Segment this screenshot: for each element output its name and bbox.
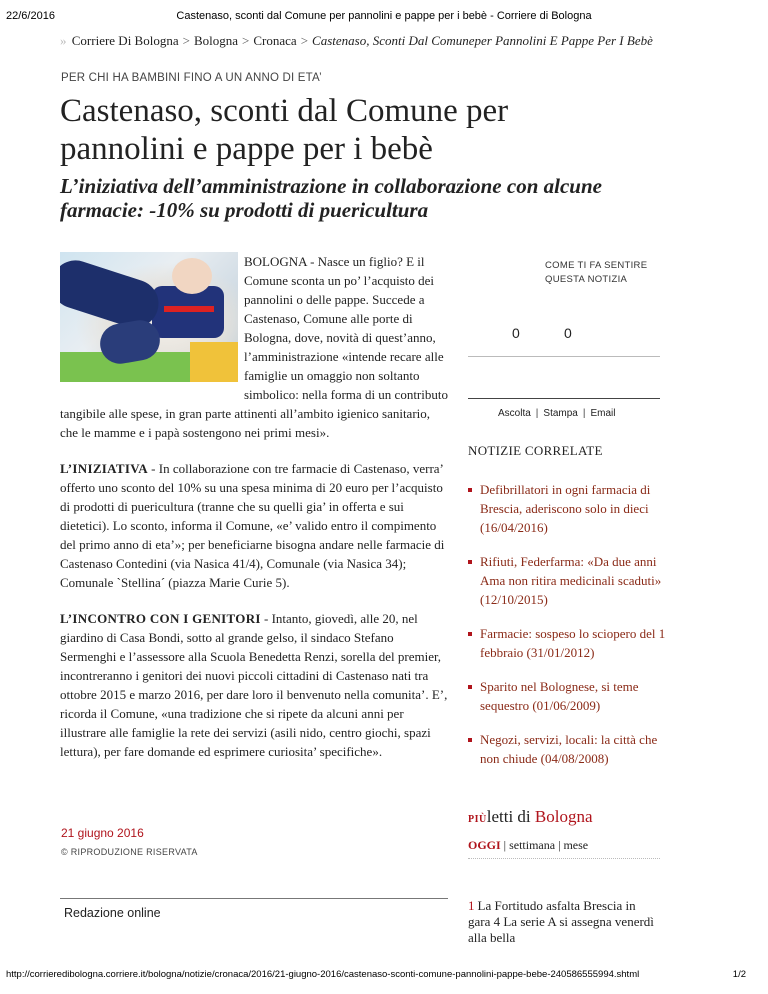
bullet-icon — [468, 685, 472, 689]
related-news-link[interactable]: Sparito nel Bolognese, si teme sequestro (01/06/2009) — [480, 679, 639, 713]
most-read-link[interactable]: La Fortitudo asfalta Brescia in gara 4 La serie A si assegna venerdì alla bella — [468, 898, 654, 945]
reaction-title: COME TI FA SENTIRE QUESTA NOTIZIA — [545, 260, 648, 285]
most-read-letti: letti di — [486, 807, 531, 826]
related-news-link[interactable]: Negozi, servizi, locali: la città che non chiude (04/08/2008) — [480, 732, 658, 766]
most-read-piu: PIÙ — [468, 814, 487, 825]
related-news-link[interactable]: Defibrillatori in ogni farmacia di Brescia, aderiscono solo in dieci (16/04/2016) — [480, 482, 651, 535]
related-news-list — [468, 480, 668, 768]
breadcrumb — [60, 33, 653, 49]
article-kicker: PER CHI HA BAMBINI FINO A UN ANNO DI ETA’ — [61, 72, 322, 84]
list-item — [468, 677, 668, 715]
breadcrumb-separator: > — [300, 33, 309, 48]
list-item — [468, 624, 668, 662]
article-date: 21 giugno 2016 — [61, 826, 144, 840]
divider — [468, 398, 660, 399]
most-read-title — [468, 807, 593, 827]
article-lead-text: BOLOGNA - Nasce un figlio? E il Comune sconta un po’ l’acquisto dei pannolini o delle pappe. Succede a Castenaso, Comune alle porte di Bologna, dove, novità di quest’anno, l’amministrazione «intende recare alle famiglie un omaggio non soltanto simbolico: nella forma di un contributo tangibile alle spese, in gran parte attinenti all’ambito igienico sanitario, che le mamme e i papà sostengono nei primi mesi». — [60, 254, 448, 440]
divider — [60, 898, 448, 899]
article-photo — [60, 252, 238, 382]
most-read-periods — [468, 838, 588, 853]
article-paragraph-iniziativa — [60, 459, 448, 592]
period-separator: | — [503, 838, 507, 852]
article-author: Redazione online — [64, 906, 161, 920]
reaction-counter: 0 — [512, 325, 520, 341]
breadcrumb-bologna[interactable]: Bologna — [193, 33, 239, 48]
divider — [468, 858, 660, 859]
bullet-icon — [468, 560, 472, 564]
page-number: 1/2 — [732, 969, 746, 980]
breadcrumb-corriere-di-bologna[interactable]: Corriere Di Bologna — [71, 33, 179, 48]
listen-button[interactable]: Ascolta — [498, 408, 531, 419]
reaction-counter: 0 — [564, 325, 572, 341]
chevron-icon: » — [60, 33, 67, 48]
article-tools — [498, 408, 616, 419]
article-subtitle: L’iniziativa dell’amministrazione in collaborazione con alcune farmacie: -10% su prodotti di puericultura — [60, 174, 602, 222]
tab-week[interactable]: settimana — [509, 838, 556, 852]
print-title: Castenaso, sconti dal Comune per pannolini e pappe per i bebè - Corriere di Bologna — [176, 10, 592, 22]
print-date: 22/6/2016 — [6, 10, 55, 22]
most-read-city: Bologna — [534, 807, 593, 826]
paragraph-text: - Intanto, giovedì, alle 20, nel giardino di Casa Bondi, sotto al grande gelso, il sindaco Stefano Sermenghi e l’assessore alla Scuola Benedetta Renzi, sorella del premier, incontreranno i genitori dei nuovi piccoli cittadini di Castenaso nati tra ottobre 2015 e marzo 2016, per dare loro il benvenuto nella comunita’. E’, ricorda il Comune, «una tradizione che si ripete da alcuni anni per illustrare alle famiglie la rete dei servizi (asili nido, centro giochi, spazi lettura), per fare domande ed esprimere curiosita’ specifiche». — [60, 611, 448, 759]
breadcrumb-cronaca[interactable]: Cronaca — [253, 33, 297, 48]
list-item — [468, 480, 668, 537]
article-paragraph-incontro — [60, 609, 448, 761]
breadcrumb-current: Castenaso, Sconti Dal Comuneper Pannolini E Pappe Per I Bebè — [312, 33, 653, 48]
email-button[interactable]: Email — [590, 408, 616, 419]
bullet-icon — [468, 632, 472, 636]
list-item — [468, 552, 668, 609]
paragraph-label: L’INCONTRO CON I GENITORI — [60, 611, 261, 626]
tools-separator: | — [535, 408, 539, 419]
related-news-link[interactable]: Farmacie: sospeso lo sciopero del 1 febbraio (31/01/2012) — [480, 626, 666, 660]
tools-separator: | — [582, 408, 586, 419]
print-url: http://corrieredibologna.corriere.it/bologna/notizie/cronaca/2016/21-giugno-2016/castenaso-sconti-comune-pannolini-pappe-bebe-240586555994.shtml — [6, 969, 640, 980]
related-news-title: NOTIZIE CORRELATE — [468, 443, 603, 458]
related-news-link[interactable]: Rifiuti, Federfarma: «Da due anni Ama non ritira medicinali scaduti» (12/10/2015) — [480, 554, 662, 607]
most-read-rank: 1 — [468, 898, 475, 913]
tab-today[interactable]: OGGI — [468, 838, 501, 852]
most-read-item[interactable] — [468, 898, 660, 946]
paragraph-label: L’INIZIATIVA — [60, 461, 148, 476]
paragraph-text: - In collaborazione con tre farmacie di Castenaso, verra’ offerto uno sconto del 10% su una spesa minima di 20 euro per l’acquisto di prodotti di puericultura (tranne che su quelli gia’ in offerta e sui dietetici). Lo sconto, informa il Comune, «e’ valido entro il compimento del primo anno di eta’»; per beneficiarne bisogna andare nelle farmacie di Castenaso Contedini (via Nasica 41/4), Comunale (via Nasica 34); Comunale `Stellina´ (piazza Marie Curie 5). — [60, 461, 445, 590]
rights-notice: © RIPRODUZIONE RISERVATA — [61, 847, 198, 857]
tab-month[interactable]: mese — [563, 838, 589, 852]
list-item — [468, 730, 668, 768]
print-header — [0, 10, 768, 26]
period-separator: | — [558, 838, 561, 852]
bullet-icon — [468, 488, 472, 492]
bullet-icon — [468, 738, 472, 742]
divider — [468, 356, 660, 357]
article-headline: Castenaso, sconti dal Comune per pannolini e pappe per i bebè — [60, 93, 509, 167]
article-body — [60, 252, 448, 778]
print-button[interactable]: Stampa — [543, 408, 578, 419]
breadcrumb-separator: > — [182, 33, 190, 48]
breadcrumb-separator: > — [242, 33, 250, 48]
article-lead-paragraph — [60, 252, 448, 442]
